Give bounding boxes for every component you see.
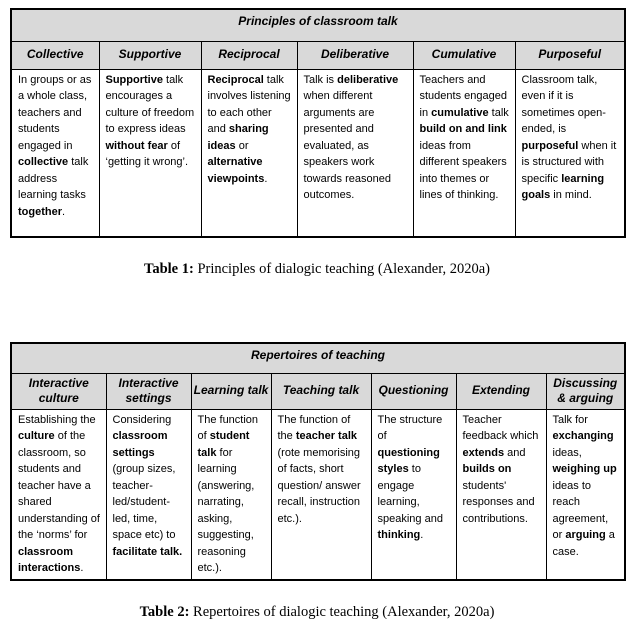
principles-table [10,8,626,238]
principles-col-header-deliberative: Deliberative [297,41,413,69]
table2-caption: Table 2: Repertoires of dialogic teaching (Alexander, 2020a) [139,604,495,620]
repertoires-table [10,342,626,581]
repertoires-cell-extending: Teacher feedback which extends and builds on students' responses and contributions. [456,409,546,580]
principles-table-header-row [11,41,625,69]
repertoires-cell-teaching-talk: The function of the teacher talk (rote memorising of facts, short question/ answer recall, instruction etc.). [271,409,371,580]
principles-table-title-row [11,9,625,41]
repertoires-col-header-learning-talk: Learning talk [191,373,271,409]
table1-caption: Table 1: Principles of dialogic teaching (Alexander, 2020a) [144,261,490,277]
repertoires-col-header-interactive-settings: Interactive settings [106,373,191,409]
repertoires-table-body-row [11,409,625,580]
principles-col-header-reciprocal: Reciprocal [201,41,297,69]
repertoires-table-header-row [11,373,625,409]
principles-cell-collective: In groups or as a whole class, teachers and students engaged in collective talk address learning tasks together. [11,69,99,237]
principles-col-header-collective: Collective [11,41,99,69]
principles-table-body-row [11,69,625,237]
principles-cell-reciprocal: Reciprocal talk involves listening to each other and sharing ideas or alternative viewpoints. [201,69,297,237]
repertoires-table-title: Repertoires of teaching [11,343,625,373]
principles-cell-supportive: Supportive talk encourages a culture of freedom to express ideas without fear of ‘getting it wrong’. [99,69,201,237]
repertoires-col-header-discussing-arguing: Discussing & arguing [546,373,625,409]
repertoires-cell-questioning: The structure of questioning styles to engage learning, speaking and thinking. [371,409,456,580]
principles-cell-cumulative: Teachers and students engaged in cumulative talk build on and link ideas from different speakers into themes or lines of thinking. [413,69,515,237]
principles-col-header-supportive: Supportive [99,41,201,69]
repertoires-col-header-questioning: Questioning [371,373,456,409]
repertoires-cell-discussing-arguing: Talk for exchanging ideas, weighing up ideas to reach agreement, or arguing a case. [546,409,625,580]
principles-col-header-cumulative: Cumulative [413,41,515,69]
principles-cell-deliberative: Talk is deliberative when different arguments are presented and evaluated, as speakers work towards reasoned outcomes. [297,69,413,237]
repertoires-cell-interactive-settings: Considering classroom settings (group sizes, teacher-led/student-led, time, space etc) to facilitate talk. [106,409,191,580]
repertoires-cell-interactive-culture: Establishing the culture of the classroom, so students and teacher have a shared understanding of the ‘norms’ for classroom interactions. [11,409,106,580]
repertoires-table-title-row [11,343,625,373]
repertoires-cell-learning-talk: The function of student talk for learning (answering, narrating, asking, suggesting, reasoning etc.). [191,409,271,580]
principles-table-title: Principles of classroom talk [11,9,625,41]
repertoires-col-header-interactive-culture: Interactive culture [11,373,106,409]
principles-col-header-purposeful: Purposeful [515,41,625,69]
principles-cell-purposeful: Classroom talk, even if it is sometimes open-ended, is purposeful when it is structured with specific learning goals in mind. [515,69,625,237]
repertoires-col-header-extending: Extending [456,373,546,409]
repertoires-col-header-teaching-talk: Teaching talk [271,373,371,409]
